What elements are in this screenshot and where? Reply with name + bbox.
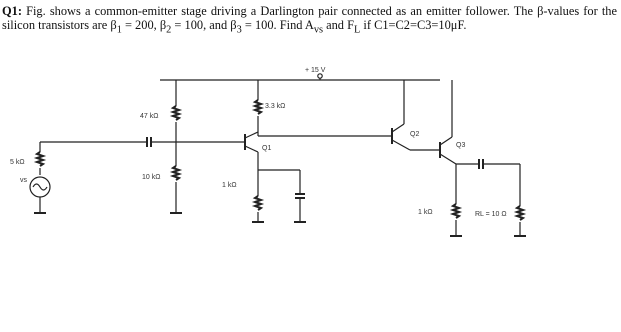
r-1k-right-label: 1 kΩ xyxy=(418,209,433,216)
question-number: Q1: xyxy=(2,4,22,18)
vs-label: vs xyxy=(20,177,27,184)
question-text: Q1: Fig. shows a common-emitter stage driving a Darlington pair connected as an emitter follower. The β-values for the silicon transistors are $\beta_1 = 200$, $\beta_2 = 100$, and $\beta_3 = 100$. Find $A_{vs}$ and $F_L$ if C1=C2=C3=10μF. xyxy=(2,4,617,36)
r-10k-label: 10 kΩ xyxy=(142,174,161,181)
q2-label: Q2 xyxy=(410,131,420,138)
supply-label: + 15 V xyxy=(305,67,326,74)
rl-label: RL = 10 Ω xyxy=(475,211,507,218)
q3-label: Q3 xyxy=(456,142,466,149)
r-1k-left-label: 1 kΩ xyxy=(222,182,237,189)
r-5k-label: 5 kΩ xyxy=(10,159,25,166)
r-3-3k-label: 3.3 kΩ xyxy=(265,103,286,110)
q1-label: Q1 xyxy=(262,145,272,152)
r-47k-label: 47 kΩ xyxy=(140,113,159,120)
